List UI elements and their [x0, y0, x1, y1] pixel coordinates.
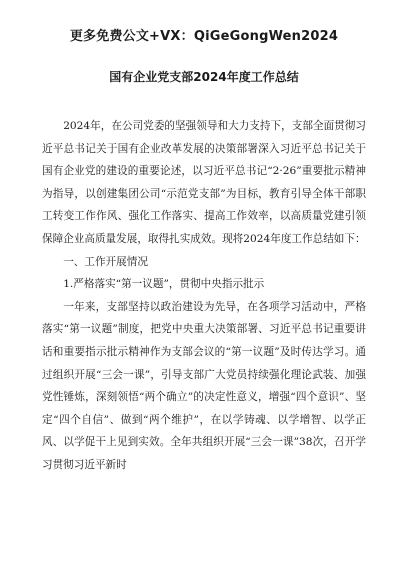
- intro-paragraph: 2024年，在公司党委的坚强领导和大力支持下，支部全面贯彻习近平总书记关于国有企业改革发展的决策部署深入习近平总书记关于国有企业党的建设的重要论述，以习近平总书记“2·26”重要批示精神为指导，以创建集团公司“示范党支部”为目标，教育引导全体干部职工转变工作作风、强化工作落实、提高工作效率，以高质量党建引领保障企业高质量发展，取得扎实成效。现将2024年度工作总结如下：: [42, 120, 366, 245]
- document-body: [42, 115, 366, 477]
- body-paragraph: 一年来，支部坚持以政治建设为先导，在各项学习活动中，严格落实“第一议题”制度，把党中央重大决策部署、习近平总书记重要讲话和重要指示批示精神作为支部会议的“第一议题”及时传达学习。通过组织开展“三会一课”，引导支部广大党员持续强化理论武装、加强党性锤炼，深刻领悟“两个确立”的决定性意义，增强“四个意识”、坚定“四个自信”、做到“两个维护”，在以学铸魂、以学增智、以学正风、以学促干上见到实效。全年共组织开展“三会一课”38次，召开学习贯彻习近平新时: [42, 300, 366, 471]
- document-title: 国有企业党支部2024年度工作总结: [109, 70, 299, 84]
- watermark-header: 更多免费公文+VX：QiGeGongWen2024: [69, 29, 339, 44]
- section-heading: 一、工作开展情况: [63, 255, 148, 268]
- subsection-heading: 1.严格落实“第一议题”，贯彻中央指示批示: [63, 278, 265, 291]
